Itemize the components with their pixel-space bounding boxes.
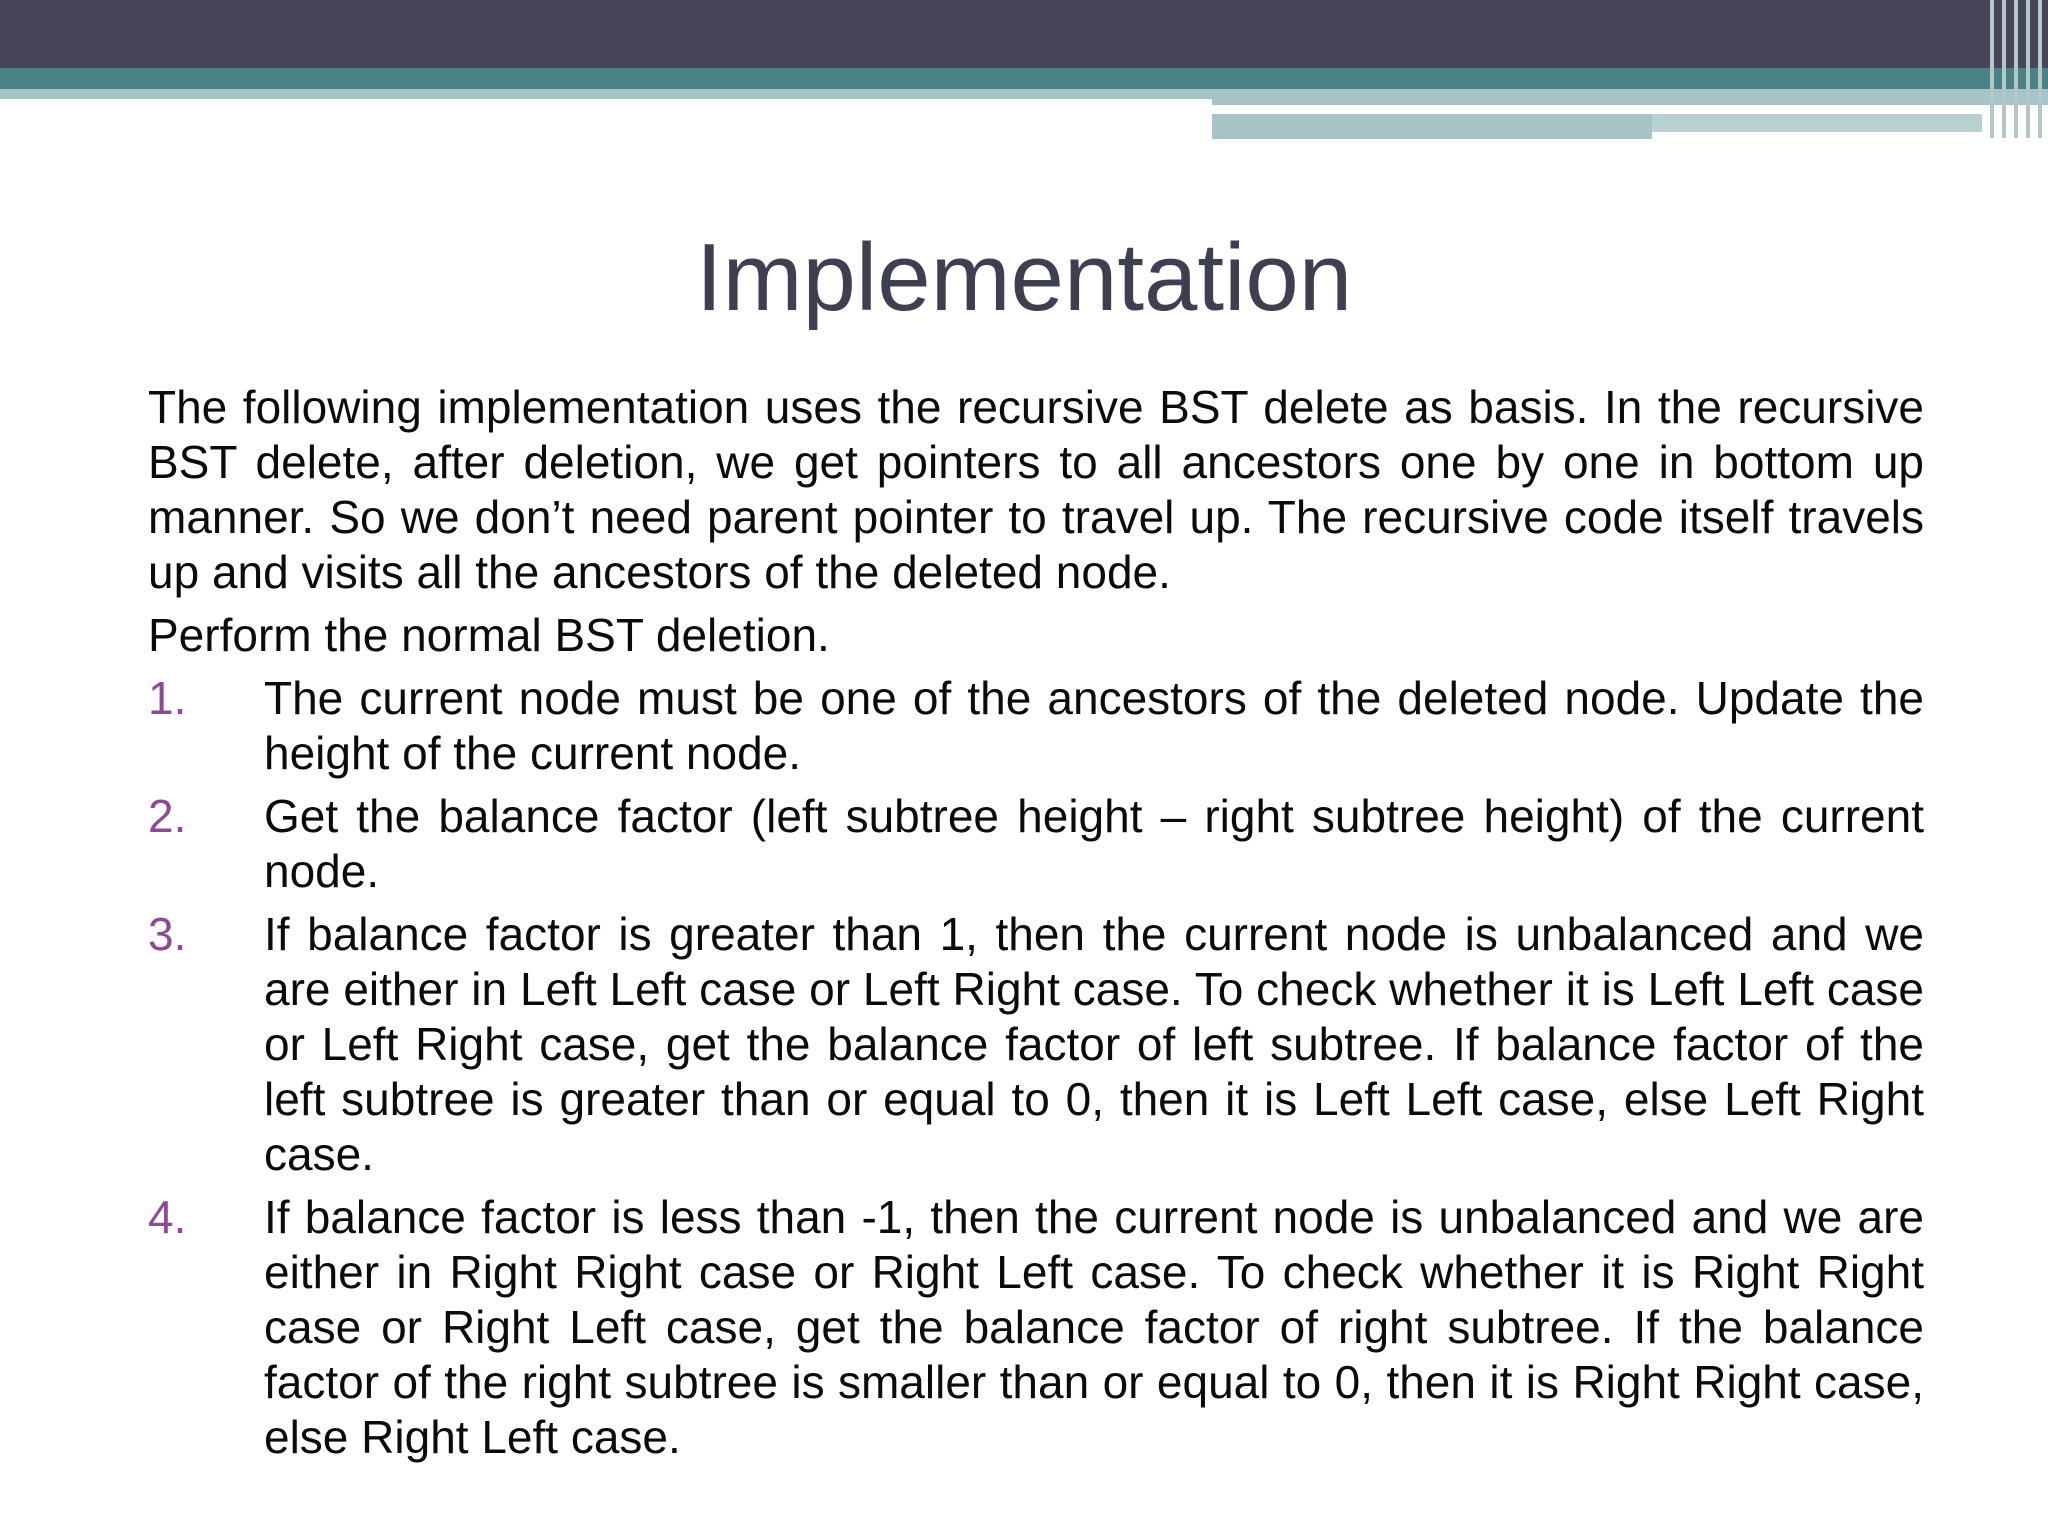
list-item [148,1190,1924,1465]
step-text: If balance factor is less than -1, then the current node is unbalanced and we are either in Right Right case or Right Left case. To check whether it is Right Right case or Right Left case, get the balance factor of right subtree. If the balance factor of the right subtree is smaller than or equal to 0, then it is Right Right case, else Right Left case. [264,1191,1924,1463]
header-band-light [0,89,1212,99]
step-number: 4. [148,1191,187,1243]
step-text: The current node must be one of the ancestors of the deleted node. Update the height of the current node. [264,672,1924,779]
header-band-right-lower [1212,114,1652,139]
slide-title: Implementation [695,224,1353,331]
intro-paragraph: The following implementation uses the recursive BST delete as basis. In the recursive BST delete, after deletion, we get pointers to all ancestors one by one in bottom up manner. So we don’t need parent pointer to travel up. The recursive code itself travels up and visits all the ancestors of the deleted node. [148,381,1924,598]
step-number: 2. [148,790,187,842]
list-item [148,789,1924,899]
step-text: If balance factor is greater than 1, then the current node is unbalanced and we are either in Left Left case or Left Right case. To check whether it is Left Left case or Left Right case, get the balance factor of left subtree. If balance factor of the left subtree is greater than or equal to 0, then it is Left Left case, else Left Right case. [264,908,1924,1180]
step-text: Get the balance factor (left subtree height – right subtree height) of the current node. [264,790,1924,897]
slide-body [148,380,1924,1473]
list-item [148,671,1924,781]
header-band-right-lower-2 [1652,114,1982,132]
header-band-dark [0,0,2048,68]
step-number: 1. [148,672,187,724]
header-stripes [1984,0,2048,138]
header-band-right [1212,89,2048,105]
steps-list [148,671,1924,1465]
lead-line: Perform the normal BST deletion. [148,609,830,661]
header-band-teal [0,68,2048,89]
step-number: 3. [148,908,187,960]
list-item [148,907,1924,1182]
